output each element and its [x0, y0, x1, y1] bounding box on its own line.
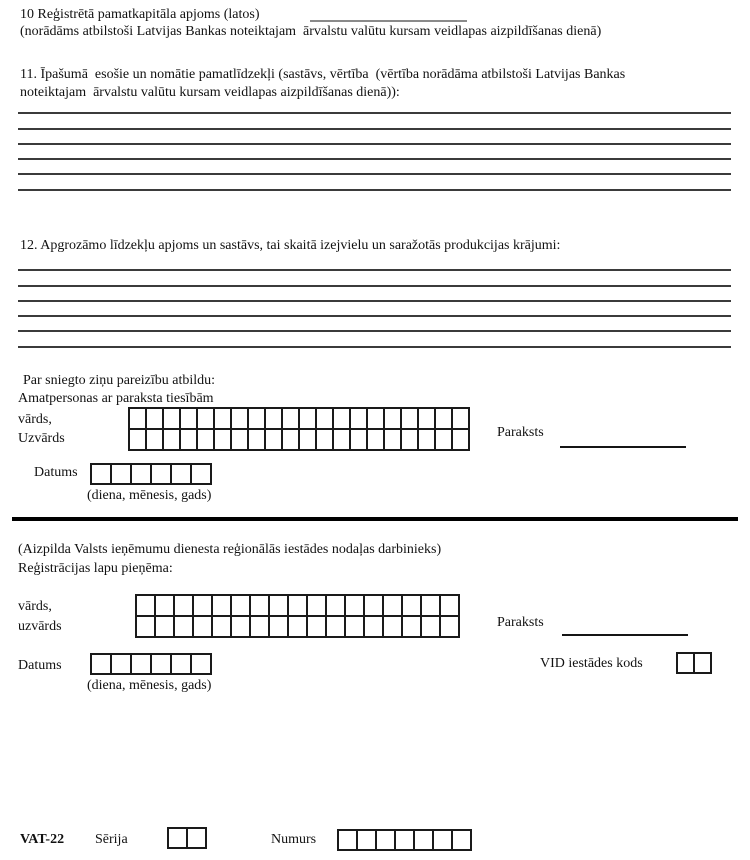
- declaration-name-label-line2: Uzvārds: [18, 431, 65, 446]
- char-cell[interactable]: [230, 615, 251, 638]
- declaration-date-label: Datums: [34, 465, 78, 480]
- char-cell[interactable]: [211, 615, 232, 638]
- blank-write-line[interactable]: [18, 145, 731, 160]
- char-cell[interactable]: [130, 463, 152, 485]
- char-cell[interactable]: [211, 594, 232, 617]
- section11-label-line2: noteiktajam ārvalstu valūtu kursam veidlapas aizpildīšanas dienā)):: [20, 85, 400, 100]
- section11-blank-lines: [18, 99, 731, 191]
- declaration-heading: Par sniegto ziņu pareizību atbildu:: [23, 373, 216, 388]
- vid-office-code-grid: [676, 652, 712, 674]
- char-cell[interactable]: [190, 653, 212, 675]
- section12-blank-lines: [18, 256, 731, 348]
- char-cell[interactable]: [420, 594, 441, 617]
- char-cell[interactable]: [90, 463, 112, 485]
- char-cell[interactable]: [420, 615, 441, 638]
- blank-write-line[interactable]: [18, 332, 731, 347]
- char-cell[interactable]: [344, 594, 365, 617]
- section11-label-line1: 11. Īpašumā esošie un nomātie pamatlīdzekļi (sastāvs, vērtība (vērtība norādāma atbilstoši Latvijas Bankas: [20, 67, 626, 82]
- declaration-date-grid: [90, 463, 212, 485]
- char-cell[interactable]: [394, 829, 415, 851]
- char-cell[interactable]: [192, 615, 213, 638]
- char-cell[interactable]: [268, 594, 289, 617]
- official-date-hint: (diena, mēnesis, gads): [87, 678, 212, 693]
- official-name-grid: [135, 594, 460, 638]
- official-heading: Reģistrācijas lapu pieņēma:: [18, 561, 173, 576]
- form-code: VAT-22: [20, 832, 65, 847]
- char-cell[interactable]: [186, 827, 207, 849]
- section12-label: 12. Apgrozāmo līdzekļu apjoms un sastāvs, tai skaitā izejvielu un saražotās produkcijas krājumi:: [20, 238, 561, 253]
- char-cell[interactable]: [167, 827, 188, 849]
- blank-write-line[interactable]: [18, 317, 731, 332]
- char-cell[interactable]: [451, 829, 472, 851]
- cell-row: [167, 827, 207, 849]
- section10-label: 10 Reģistrētā pamatkapitāla apjoms (latos): [20, 7, 260, 22]
- blank-write-line[interactable]: [18, 287, 731, 302]
- char-cell[interactable]: [375, 829, 396, 851]
- declaration-date-hint: (diena, mēnesis, gads): [87, 488, 212, 503]
- official-name-label-line1: vārds,: [18, 599, 52, 614]
- char-cell[interactable]: [110, 653, 132, 675]
- official-signature-line[interactable]: [562, 634, 688, 636]
- char-cell[interactable]: [439, 615, 460, 638]
- char-cell[interactable]: [344, 615, 365, 638]
- char-cell[interactable]: [382, 615, 403, 638]
- declaration-signature-label: Paraksts: [497, 425, 544, 440]
- declaration-signature-line[interactable]: [560, 446, 686, 448]
- cell-row: [676, 652, 712, 674]
- blank-write-line[interactable]: [18, 256, 731, 271]
- char-cell[interactable]: [325, 594, 346, 617]
- char-cell[interactable]: [190, 463, 212, 485]
- number-grid: [337, 829, 472, 851]
- blank-write-line[interactable]: [18, 130, 731, 145]
- char-cell[interactable]: [363, 615, 384, 638]
- char-cell[interactable]: [150, 463, 172, 485]
- char-cell[interactable]: [192, 594, 213, 617]
- blank-write-line[interactable]: [18, 302, 731, 317]
- char-cell[interactable]: [432, 829, 453, 851]
- cell-row: [135, 615, 460, 638]
- char-cell[interactable]: [287, 615, 308, 638]
- char-cell[interactable]: [356, 829, 377, 851]
- cell-row: [90, 463, 212, 485]
- blank-write-line[interactable]: [18, 99, 731, 114]
- series-grid: [167, 827, 207, 849]
- char-cell[interactable]: [90, 653, 112, 675]
- section10-amount-blank-line[interactable]: [310, 20, 467, 22]
- cell-row: [135, 594, 460, 617]
- char-cell[interactable]: [451, 407, 470, 430]
- blank-write-line[interactable]: [18, 175, 731, 190]
- section10-note: (norādāms atbilstoši Latvijas Bankas noteiktajam ārvalstu valūtu kursam veidlapas aizpildīšanas dienā): [20, 24, 602, 39]
- cell-row: [128, 407, 470, 430]
- char-cell[interactable]: [135, 615, 156, 638]
- declaration-name-label-line1: vārds,: [18, 412, 52, 427]
- char-cell[interactable]: [173, 594, 194, 617]
- declaration-name-grid: [128, 407, 470, 451]
- series-label: Sērija: [95, 832, 128, 847]
- section-divider: [12, 517, 738, 521]
- number-label: Numurs: [271, 832, 317, 847]
- char-cell[interactable]: [401, 594, 422, 617]
- char-cell[interactable]: [337, 829, 358, 851]
- declaration-subheading: Amatpersonas ar paraksta tiesībām: [18, 391, 214, 406]
- char-cell[interactable]: [451, 428, 470, 451]
- char-cell[interactable]: [268, 615, 289, 638]
- char-cell[interactable]: [693, 652, 712, 674]
- char-cell[interactable]: [170, 463, 192, 485]
- char-cell[interactable]: [413, 829, 434, 851]
- char-cell[interactable]: [249, 594, 270, 617]
- vid-office-code-label: VID iestādes kods: [540, 656, 643, 671]
- char-cell[interactable]: [439, 594, 460, 617]
- official-date-label: Datums: [18, 658, 62, 673]
- char-cell[interactable]: [363, 594, 384, 617]
- char-cell[interactable]: [110, 463, 132, 485]
- cell-row: [128, 428, 470, 451]
- char-cell[interactable]: [130, 653, 152, 675]
- char-cell[interactable]: [230, 594, 251, 617]
- official-signature-label: Paraksts: [497, 615, 544, 630]
- char-cell[interactable]: [401, 615, 422, 638]
- char-cell[interactable]: [306, 594, 327, 617]
- char-cell[interactable]: [154, 594, 175, 617]
- char-cell[interactable]: [170, 653, 192, 675]
- char-cell[interactable]: [173, 615, 194, 638]
- official-name-label-line2: uzvārds: [18, 619, 62, 634]
- char-cell[interactable]: [150, 653, 172, 675]
- char-cell[interactable]: [306, 615, 327, 638]
- official-note: (Aizpilda Valsts ieņēmumu dienesta reģionālās iestādes nodaļas darbinieks): [18, 542, 442, 557]
- blank-write-line[interactable]: [18, 160, 731, 175]
- char-cell[interactable]: [325, 615, 346, 638]
- cell-row: [337, 829, 472, 851]
- char-cell[interactable]: [249, 615, 270, 638]
- char-cell[interactable]: [287, 594, 308, 617]
- char-cell[interactable]: [382, 594, 403, 617]
- char-cell[interactable]: [154, 615, 175, 638]
- char-cell[interactable]: [135, 594, 156, 617]
- cell-row: [90, 653, 212, 675]
- blank-write-line[interactable]: [18, 114, 731, 129]
- blank-write-line[interactable]: [18, 271, 731, 286]
- official-date-grid: [90, 653, 212, 675]
